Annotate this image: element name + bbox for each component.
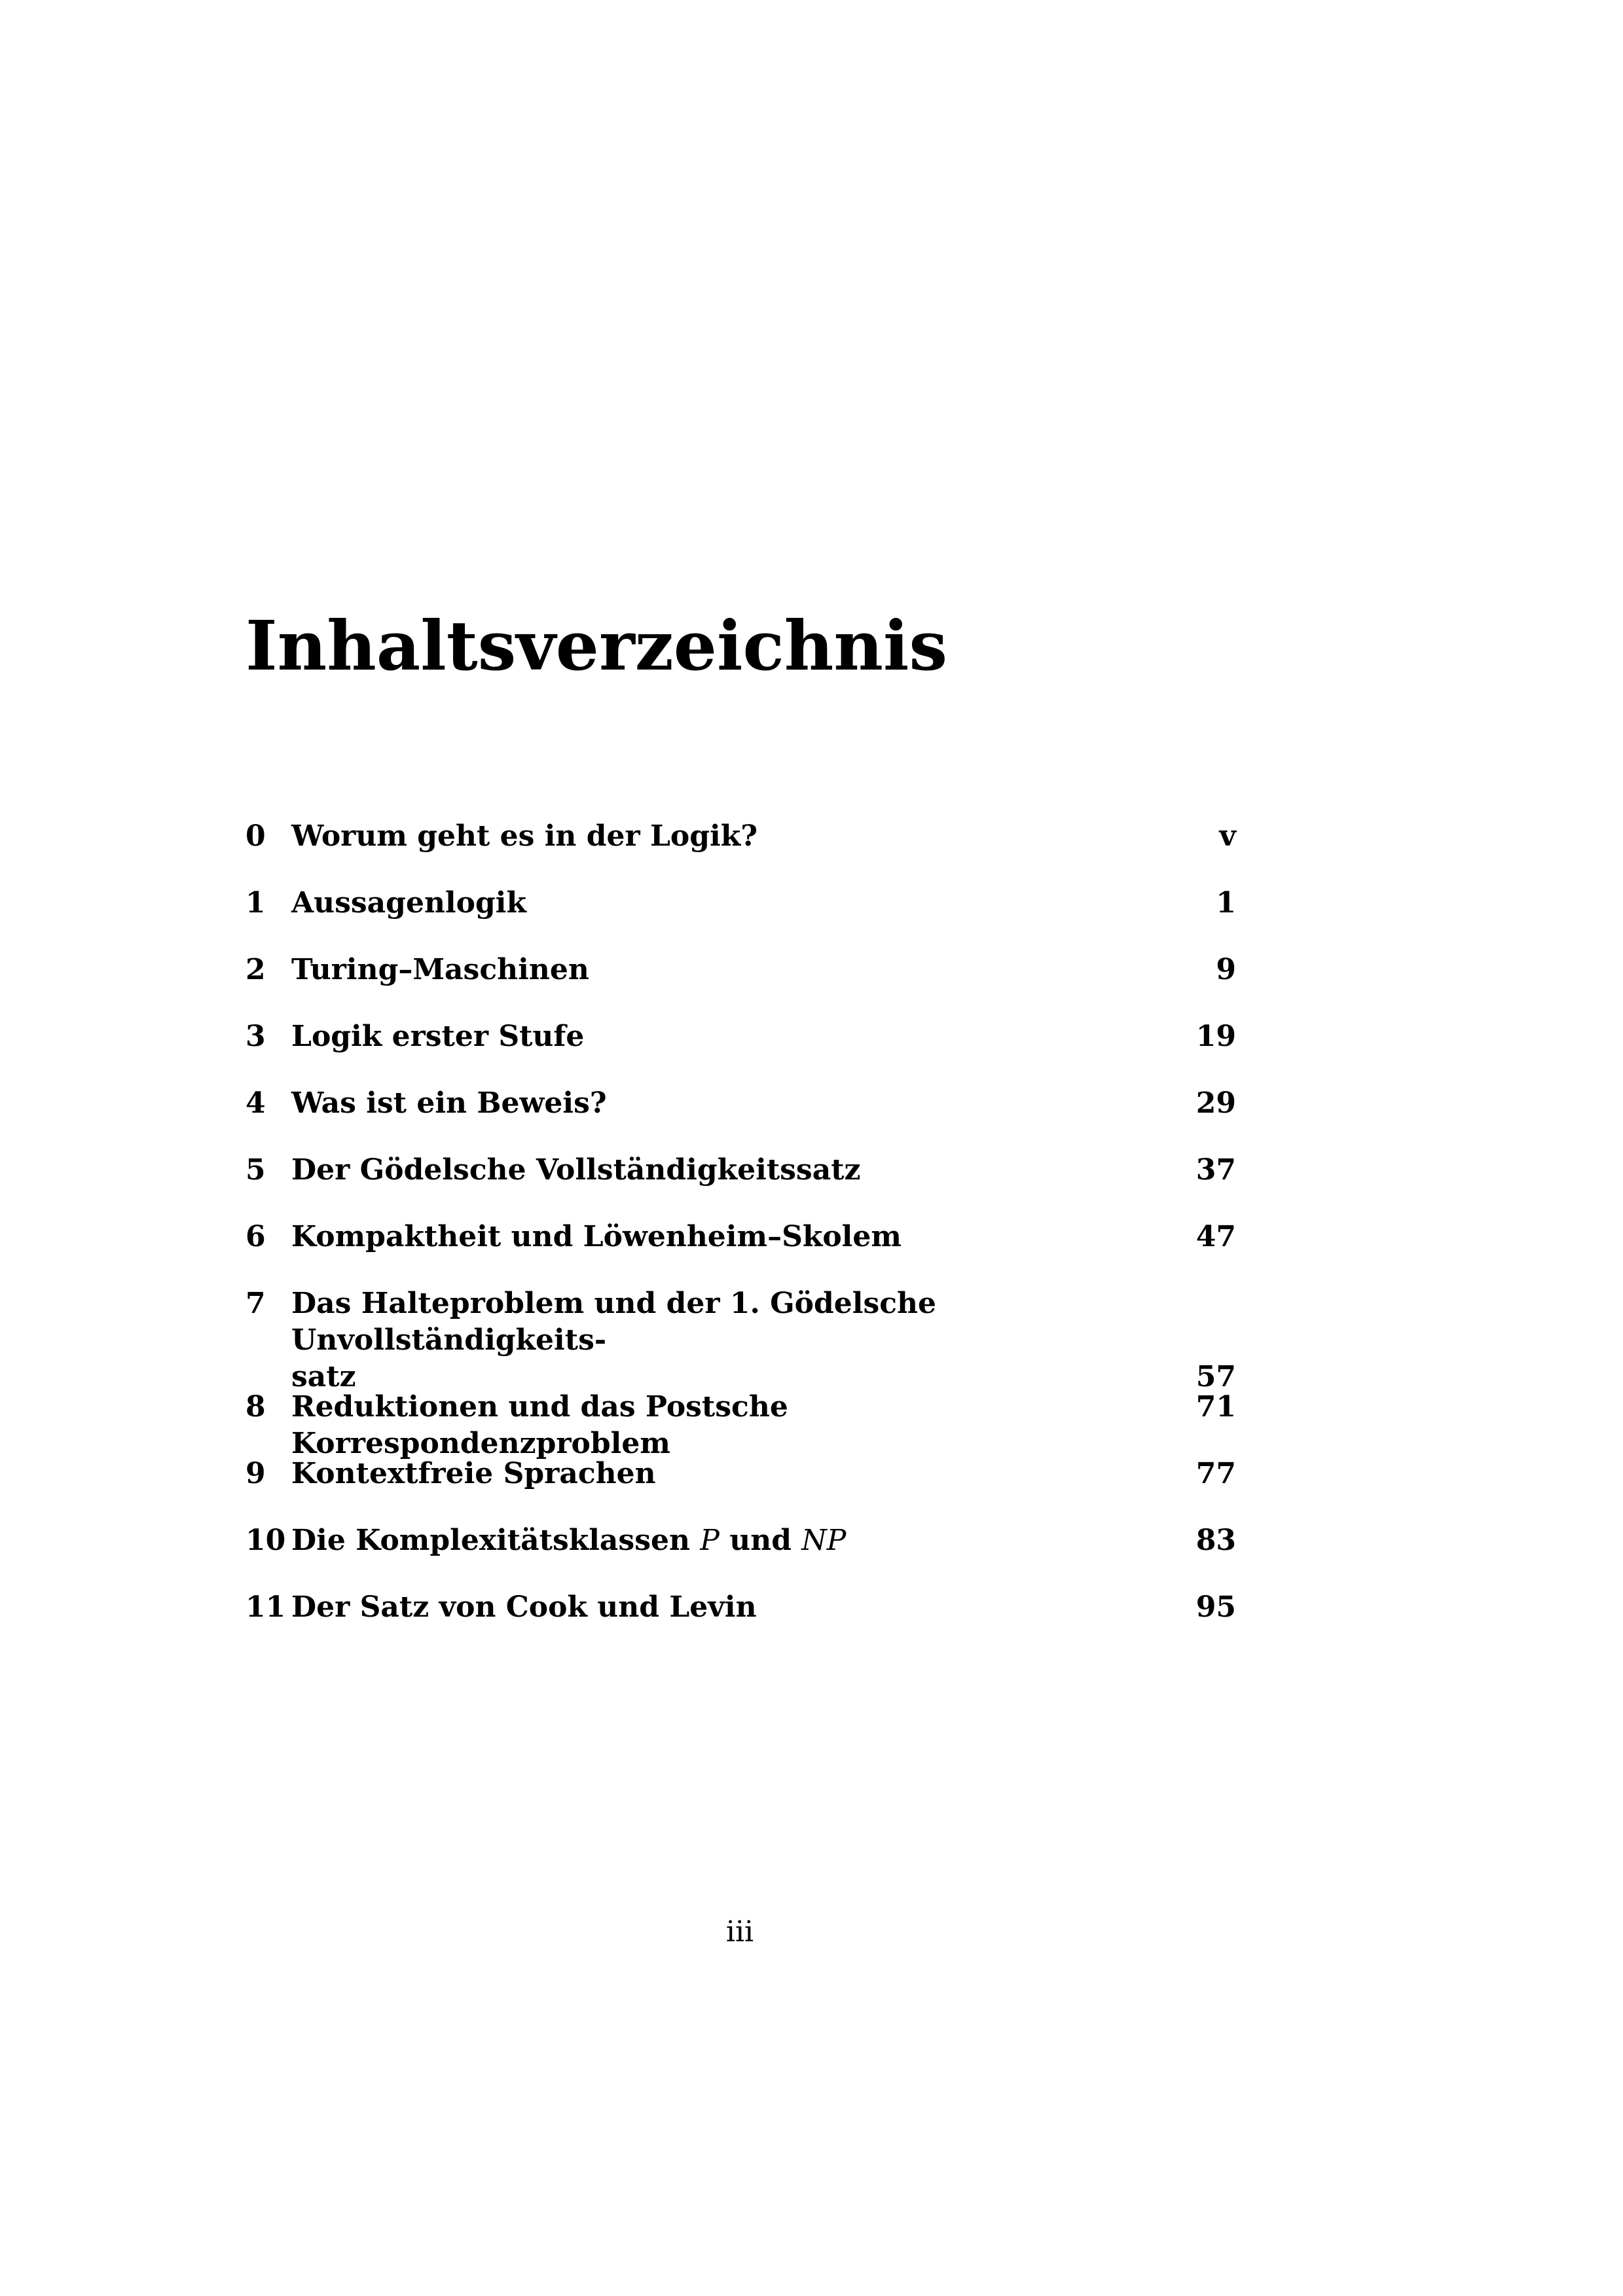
toc-entry-title: Worum geht es in der Logik? [291, 819, 758, 853]
toc-entry-page: 9 [1216, 953, 1236, 986]
toc-entry-number: 2 [246, 953, 266, 986]
toc-entry-page: 71 [1195, 1390, 1236, 1424]
toc-entry-page: 29 [1195, 1086, 1236, 1120]
toc-entry-title: Kontextfreie Sprachen [291, 1457, 656, 1490]
toc-entry-number: 6 [246, 1220, 266, 1253]
toc-entry-page: 95 [1195, 1590, 1236, 1624]
toc-entry-6[interactable] [246, 1219, 1236, 1255]
toc-entry-1[interactable] [246, 885, 1236, 922]
toc-entry-8[interactable] [246, 1389, 1236, 1462]
toc-entry-number: 11 [246, 1590, 286, 1624]
toc-entry-number: 1 [246, 886, 266, 920]
page-title: Inhaltsverzeichnis [246, 605, 948, 686]
toc-entry-11[interactable] [246, 1589, 1236, 1626]
toc-entry-number: 10 [246, 1524, 286, 1557]
toc-entry-2[interactable] [246, 952, 1236, 988]
toc-entry-3[interactable] [246, 1018, 1236, 1055]
toc-entry-title: Der Gödelsche Vollständigkeitssatz [291, 1153, 861, 1187]
toc-entry-title: Was ist ein Beweis? [291, 1086, 607, 1120]
toc-entry-title: Aussagenlogik [291, 886, 526, 920]
toc-entry-number: 7 [246, 1287, 266, 1320]
toc-entry-7[interactable] [246, 1285, 1236, 1395]
toc-entry-number: 4 [246, 1086, 266, 1120]
toc-entry-page: 57 [1195, 1360, 1236, 1393]
toc-entry-title: Der Satz von Cook und Levin [291, 1590, 757, 1624]
toc-entry-page: 47 [1195, 1220, 1236, 1253]
page-number: iii [725, 1915, 754, 1948]
toc-entry-page: 77 [1195, 1457, 1236, 1490]
toc-entry-number: 8 [246, 1390, 266, 1424]
toc-entry-page: v [1219, 819, 1236, 853]
toc-entry-page: 83 [1195, 1524, 1236, 1557]
toc-entry-9[interactable] [246, 1456, 1236, 1492]
toc-entry-title: Kompaktheit und Löwenheim–Skolem [291, 1220, 902, 1253]
toc-entry-title [291, 1522, 1196, 1559]
toc-entry-number: 3 [246, 1020, 266, 1053]
math-symbol-np: NP [801, 1524, 847, 1557]
toc-entry-title-part: Die Komplexitätsklassen [291, 1524, 690, 1557]
toc-entry-number: 5 [246, 1153, 266, 1187]
toc-entry-number: 9 [246, 1457, 266, 1490]
toc-entry-5[interactable] [246, 1152, 1236, 1189]
toc-entry-page: 19 [1195, 1020, 1236, 1053]
toc-entry-number: 0 [246, 819, 266, 853]
toc-entry-page: 1 [1216, 886, 1236, 920]
toc-entry-title: Das Halteproblem und der 1. Gödelsche Unvollständigkeits- [291, 1287, 937, 1357]
toc-entry-line-1 [246, 1285, 1236, 1359]
toc-entry-title: Turing–Maschinen [291, 953, 589, 986]
toc-entry-0[interactable] [246, 818, 1236, 855]
toc-entry-10[interactable] [246, 1522, 1236, 1559]
toc-entry-title: Reduktionen und das Postsche Korrespondenzproblem [291, 1390, 788, 1460]
toc-entry-title: Logik erster Stufe [291, 1020, 585, 1053]
toc-entry-title-continuation: satz [291, 1360, 356, 1393]
toc-entry-4[interactable] [246, 1085, 1236, 1122]
math-symbol-p: P [700, 1524, 720, 1557]
toc-entry-page: 37 [1195, 1153, 1236, 1187]
toc-entry-title-part: und [729, 1524, 792, 1557]
